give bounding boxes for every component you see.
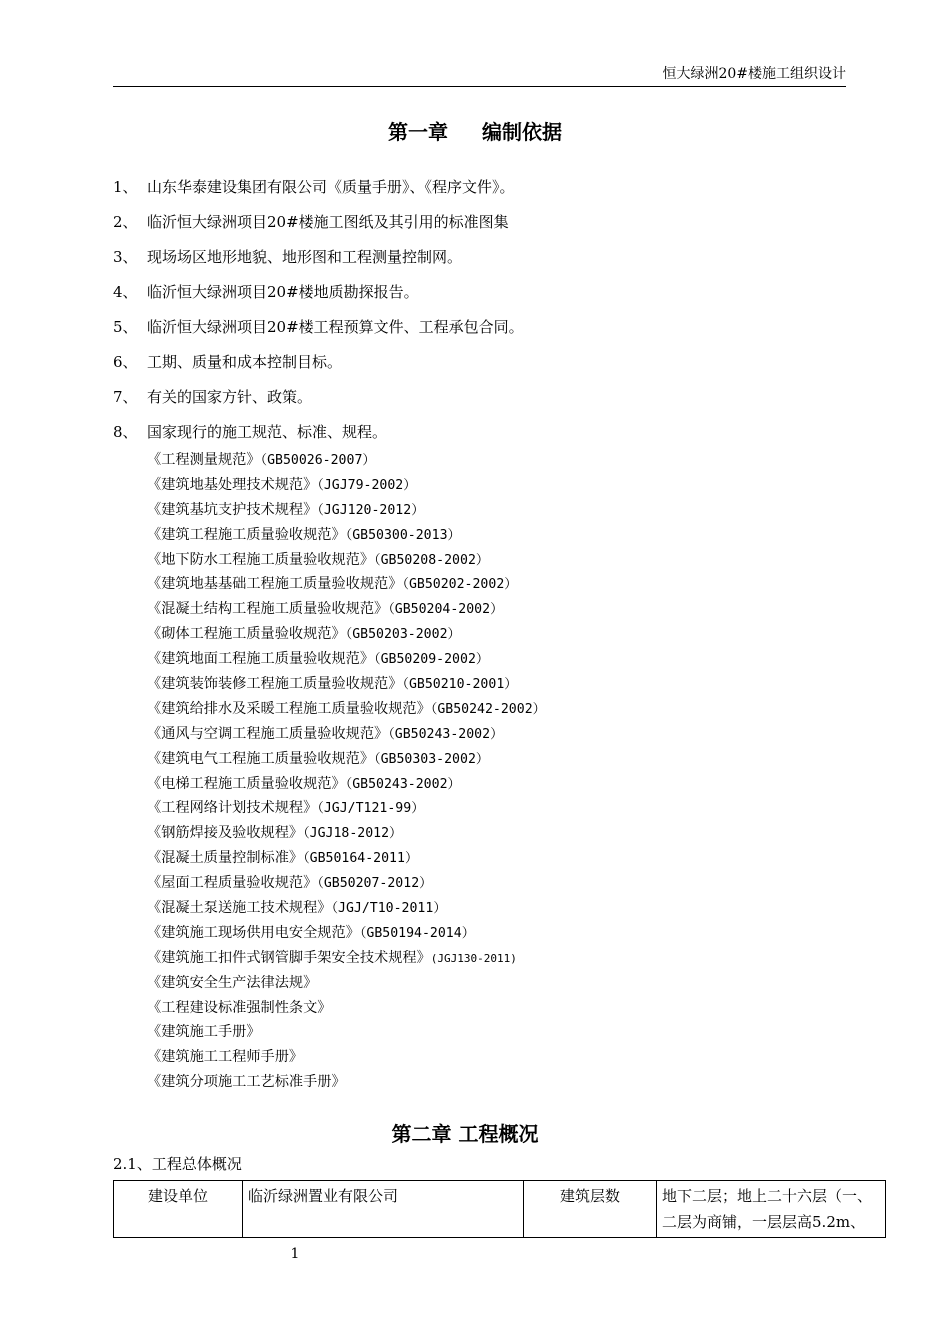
chapter-1-label: 第一章 [388,120,448,144]
running-title: 恒大绿洲20#楼施工组织设计 [662,66,846,82]
standard-item: 《混凝土质量控制标准》（GB50164-2011） [147,850,419,867]
page-number: 1 [290,1246,300,1262]
standard-item: 《建筑工程施工质量验收规范》（GB50300-2013） [147,526,461,543]
page-header [113,64,846,87]
standard-item: 《建筑施工手册》 [147,1024,261,1041]
table-cell-label: 建筑层数 [524,1181,657,1238]
overview-table [113,1180,886,1238]
standard-item: 《建筑地基处理技术规范》（JGJ79-2002） [147,476,417,493]
chapter-1-title: 编制依据 [482,120,562,144]
standard-item: 《建筑基坑支护技术规程》（JGJ120-2012） [147,501,425,518]
standards-list [147,448,546,1095]
basis-item: 4、 临沂恒大绿洲项目20#楼地质勘探报告。 [113,283,419,301]
table-row [114,1181,886,1238]
standard-item: 《混凝土泵送施工技术规程》（JGJ/T10-2011） [147,900,447,917]
standard-item: 《通风与空调工程施工质量验收规范》（GB50243-2002） [147,725,504,742]
standard-item: 《建筑地面工程施工质量验收规范》（GB50209-2002） [147,651,490,668]
chapter-1-heading [0,116,950,145]
standard-item: 《电梯工程施工质量验收规范》（GB50243-2002） [147,775,461,792]
chapter-2-heading [0,1118,940,1147]
standard-item: 《钢筋焊接及验收规程》（JGJ18-2012） [147,825,403,842]
table-cell-label: 建设单位 [114,1181,243,1238]
standard-item: 《地下防水工程施工质量验收规范》（GB50208-2002） [147,551,490,568]
basis-item: 2、 临沂恒大绿洲项目20#楼施工图纸及其引用的标准图集 [113,213,509,231]
standard-item: 《混凝土结构工程施工质量验收规范》（GB50204-2002） [147,601,504,618]
chapter-2-label: 第二章 [391,1122,452,1146]
standard-item: 《建筑施工扣件式钢管脚手架安全技术规程》(JGJ130-2011) [147,949,517,966]
basis-item: 3、 现场场区地形地貌、地形图和工程测量控制网。 [113,248,463,266]
basis-item: 8、 国家现行的施工规范、标准、规程。 [113,423,388,441]
standard-item: 《建筑电气工程施工质量验收规范》（GB50303-2002） [147,750,490,767]
standard-item: 《建筑给排水及采暖工程施工质量验收规范》（GB50242-2002） [147,700,546,717]
basis-item: 5、 临沂恒大绿洲项目20#楼工程预算文件、工程承包合同。 [113,318,524,336]
basis-list [113,175,524,455]
standard-item: 《建筑装饰装修工程施工质量验收规范》（GB50210-2001） [147,676,518,693]
basis-item: 7、 有关的国家方针、政策。 [113,388,313,406]
standard-item: 《建筑安全生产法律法规》 [147,974,318,991]
standard-item: 《建筑分项施工工艺标准手册》 [147,1074,346,1091]
chapter-2-title: 工程概况 [458,1122,539,1146]
standard-item: 《建筑施工工程师手册》 [147,1049,304,1066]
section-2-1-heading: 2.1、工程总体概况 [113,1155,242,1173]
standard-item: 《工程网络计划技术规程》（JGJ/T121-99） [147,800,425,817]
standard-item: 《工程测量规范》（GB50026-2007） [147,452,376,468]
basis-item: 1、 山东华泰建设集团有限公司《质量手册》、《程序文件》。 [113,178,515,196]
standard-item: 《建筑施工现场供用电安全规范》（GB50194-2014） [147,924,475,941]
standard-item: 《工程建设标准强制性条文》 [147,999,332,1016]
basis-item: 6、 工期、质量和成本控制目标。 [113,353,343,371]
standard-item: 《建筑地基基础工程施工质量验收规范》（GB50202-2002） [147,576,518,593]
table-cell-value: 地下二层；地上二十六层（一、二层为商铺，一层层高5.2m、 [657,1181,886,1238]
standard-item: 《屋面工程质量验收规范》（GB50207-2012） [147,875,433,892]
standard-item: 《砌体工程施工质量验收规范》（GB50203-2002） [147,626,461,643]
table-cell-value: 临沂绿洲置业有限公司 [243,1181,524,1238]
